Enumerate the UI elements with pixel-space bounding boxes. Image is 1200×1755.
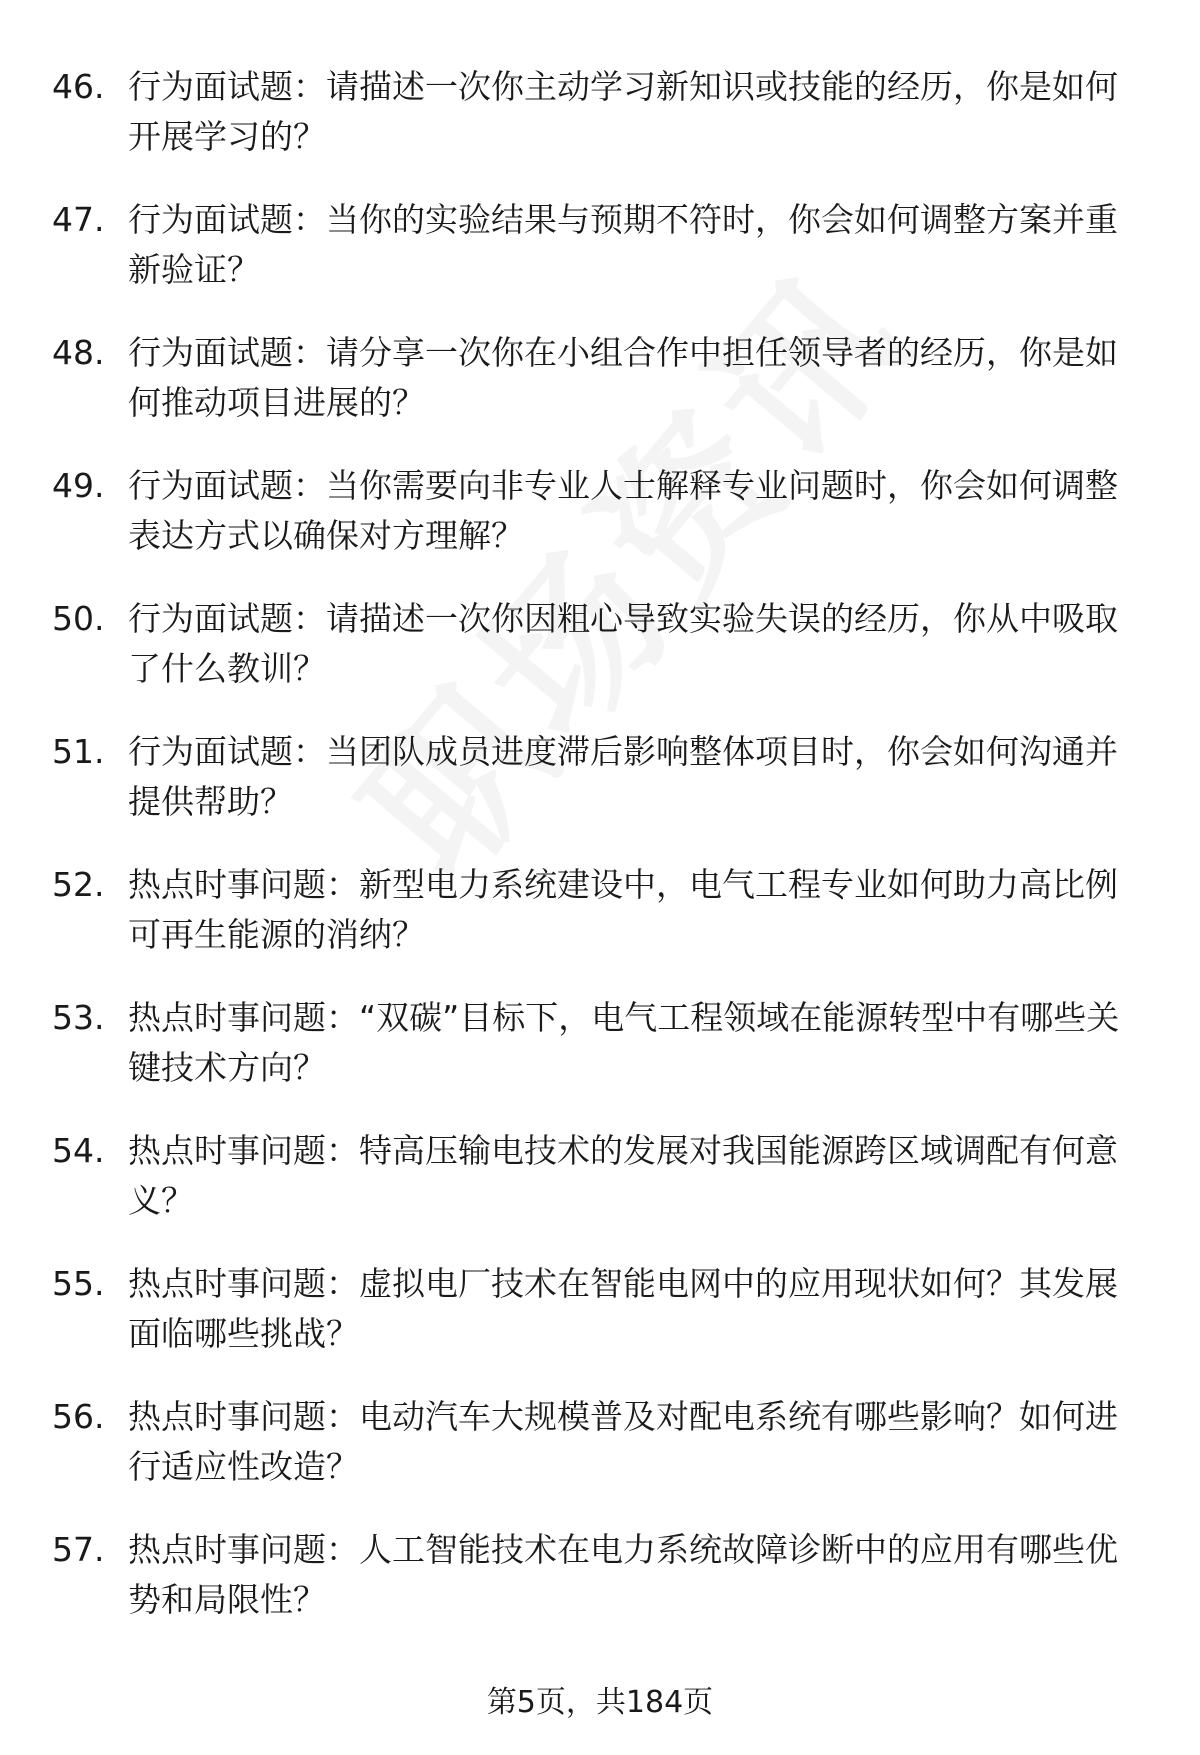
question-number: 56. (52, 1397, 105, 1436)
question-number: 51. (52, 732, 105, 771)
list-item (0, 328, 1200, 461)
question-list (0, 62, 1200, 1658)
question-text: 热点时事问题：“双碳”目标下，电气工程领域在能源转型中有哪些关键技术方向？ (128, 998, 1120, 1087)
question-text: 热点时事问题：新型电力系统建设中，电气工程专业如何助力高比例可再生能源的消纳？ (128, 865, 1118, 954)
question-text: 热点时事问题：虚拟电厂技术在智能电网中的应用现状如何？其发展面临哪些挑战？ (128, 1264, 1118, 1353)
question-text: 热点时事问题：电动汽车大规模普及对配电系统有哪些影响？如何进行适应性改造？ (128, 1397, 1118, 1486)
list-item (0, 1525, 1200, 1658)
list-item (0, 461, 1200, 594)
question-number: 57. (52, 1530, 105, 1569)
question-text: 行为面试题：请描述一次你主动学习新知识或技能的经历，你是如何开展学习的？ (128, 67, 1118, 156)
question-text: 行为面试题：请描述一次你因粗心导致实验失误的经历，你从中吸取了什么教训？ (128, 599, 1118, 688)
question-number: 55. (52, 1264, 105, 1303)
question-text: 行为面试题：当团队成员进度滞后影响整体项目时，你会如何沟通并提供帮助？ (128, 732, 1118, 821)
list-item (0, 62, 1200, 195)
list-item (0, 727, 1200, 860)
question-number: 53. (52, 998, 105, 1037)
list-item (0, 1259, 1200, 1392)
list-item (0, 1392, 1200, 1525)
question-text: 行为面试题：当你需要向非专业人士解释专业问题时，你会如何调整表达方式以确保对方理解？ (128, 466, 1118, 555)
list-item (0, 594, 1200, 727)
question-number: 52. (52, 865, 105, 904)
question-text: 行为面试题：当你的实验结果与预期不符时，你会如何调整方案并重新验证？ (128, 200, 1118, 289)
page-footer (0, 1683, 1200, 1723)
question-number: 49. (52, 466, 105, 505)
list-item (0, 1126, 1200, 1259)
question-text: 热点时事问题：特高压输电技术的发展对我国能源跨区域调配有何意义？ (128, 1131, 1118, 1220)
question-number: 50. (52, 599, 105, 638)
question-text: 热点时事问题：人工智能技术在电力系统故障诊断中的应用有哪些优势和局限性？ (128, 1530, 1118, 1619)
question-number: 46. (52, 67, 105, 106)
question-number: 54. (52, 1131, 105, 1170)
list-item (0, 195, 1200, 328)
question-number: 48. (52, 333, 105, 372)
question-text: 行为面试题：请分享一次你在小组合作中担任领导者的经历，你是如何推动项目进展的？ (128, 333, 1118, 422)
list-item (0, 860, 1200, 993)
list-item (0, 993, 1200, 1126)
question-number: 47. (52, 200, 105, 239)
page-number-label: 第5页，共184页 (486, 1685, 714, 1720)
